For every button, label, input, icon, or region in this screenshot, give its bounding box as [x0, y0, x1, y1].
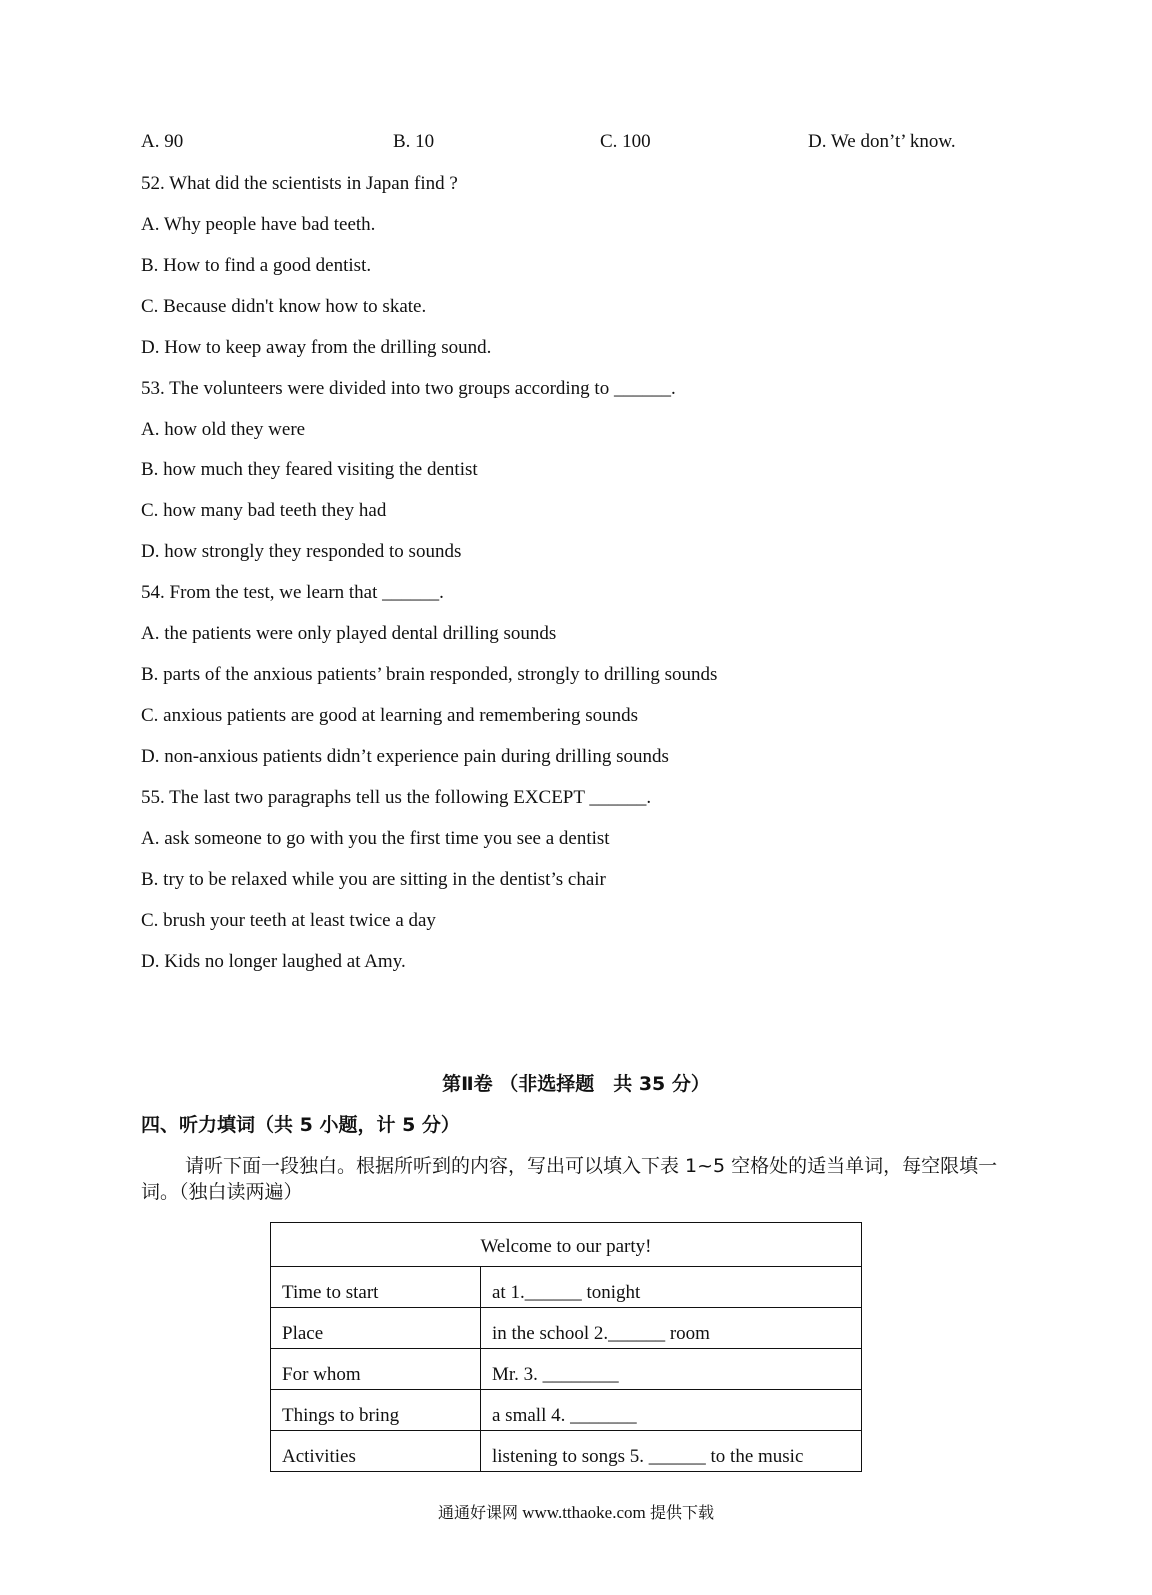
table-row: [271, 1308, 862, 1349]
row-value: listening to songs 5. ______ to the music: [481, 1431, 862, 1472]
row-value: a small 4. _______: [481, 1390, 862, 1431]
q54-option-b: B. parts of the anxious patients’ brain responded, strongly to drilling sounds: [141, 664, 718, 685]
q53-option-a: A. how old they were: [141, 419, 306, 440]
q53-option-d: D. how strongly they responded to sounds: [141, 541, 462, 562]
table-row: [271, 1431, 862, 1472]
q54-option-a: A. the patients were only played dental drilling sounds: [141, 623, 557, 644]
q52-option-b: B. How to find a good dentist.: [141, 255, 372, 276]
q51-option-c: C. 100: [600, 131, 651, 152]
q51-options: [0, 130, 1152, 154]
footer-url[interactable]: www.tthaoke.com: [522, 1503, 646, 1522]
q53-stem: 53. The volunteers were divided into two groups according to ______.: [141, 378, 676, 399]
q52-option-d: D. How to keep away from the drilling sound.: [141, 337, 492, 358]
q55-option-b: B. try to be relaxed while you are sitting in the dentist’s chair: [141, 869, 606, 890]
q52-stem: 52. What did the scientists in Japan find ?: [141, 173, 458, 194]
q54-option-d: D. non-anxious patients didn’t experience pain during drilling sounds: [141, 746, 669, 767]
row-label: Activities: [271, 1431, 481, 1472]
q51-option-b: B. 10: [393, 131, 435, 152]
q52-option-a: A. Why people have bad teeth.: [141, 214, 376, 235]
row-label: Place: [271, 1308, 481, 1349]
table-row: [271, 1267, 862, 1308]
page-footer: [0, 1502, 1152, 1524]
table-row: [271, 1390, 862, 1431]
q51-option-a: A. 90: [141, 131, 184, 152]
q55-option-d: D. Kids no longer laughed at Amy.: [141, 951, 406, 972]
q55-stem: 55. The last two paragraphs tell us the following EXCEPT ______.: [141, 787, 652, 808]
q55-option-a: A. ask someone to go with you the first time you see a dentist: [141, 828, 610, 849]
row-label: Time to start: [271, 1267, 481, 1308]
instructions: [141, 1153, 1001, 1205]
row-label: For whom: [271, 1349, 481, 1390]
footer-site-name: 通通好课网: [437, 1503, 518, 1522]
row-value: in the school 2.______ room: [481, 1308, 862, 1349]
q52-option-c: C. Because didn't know how to skate.: [141, 296, 427, 317]
party-table: [270, 1222, 862, 1472]
q51-option-d: D. We don’t’ know.: [808, 131, 956, 152]
q54-option-c: C. anxious patients are good at learning and remembering sounds: [141, 705, 639, 726]
row-value: at 1.______ tonight: [481, 1267, 862, 1308]
q55-option-c: C. brush your teeth at least twice a day: [141, 910, 436, 931]
part-title: 四、听力填词（共 5 小题，计 5 分）: [141, 1114, 460, 1136]
table-header: Welcome to our party!: [271, 1223, 862, 1267]
row-value: Mr. 3. ________: [481, 1349, 862, 1390]
instructions-text: 请听下面一段独白。根据所听到的内容，写出可以填入下表 1~5 空格处的适当单词，每空限填一词。（独白读两遍）: [141, 1155, 998, 1203]
q53-option-b: B. how much they feared visiting the dentist: [141, 459, 478, 480]
table-row: [271, 1349, 862, 1390]
q54-stem: 54. From the test, we learn that ______.: [141, 582, 444, 603]
row-label: Things to bring: [271, 1390, 481, 1431]
table-header-row: [271, 1223, 862, 1267]
section-title: 第Ⅱ卷 （非选择题 共 35 分）: [442, 1073, 710, 1095]
footer-suffix: 提供下载: [650, 1503, 715, 1522]
q53-option-c: C. how many bad teeth they had: [141, 500, 387, 521]
